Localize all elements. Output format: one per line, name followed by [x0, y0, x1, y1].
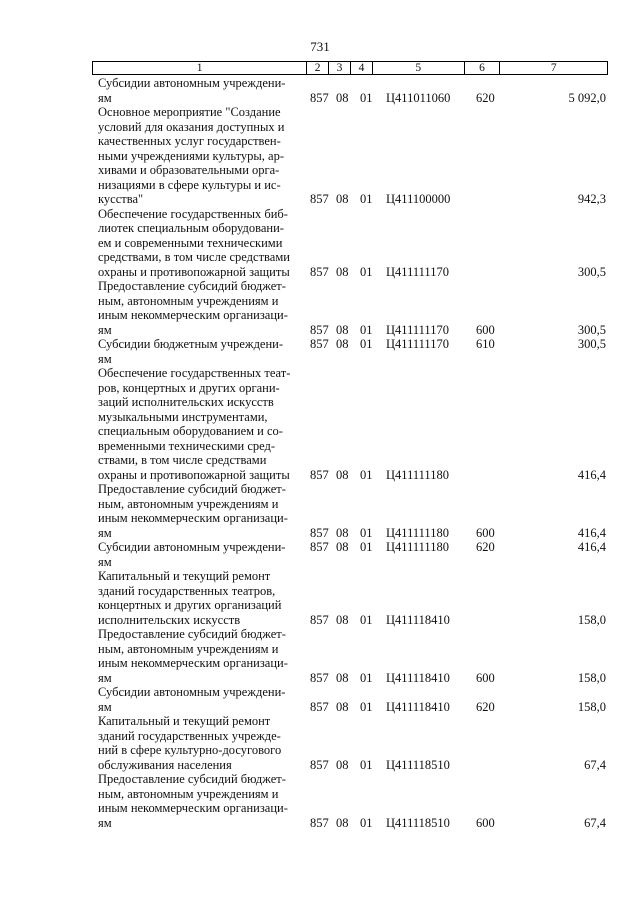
table-header	[92, 61, 608, 75]
amount: 158,0	[577, 612, 606, 627]
ministry-code: 857	[310, 90, 329, 105]
expense-type-code: 600	[476, 322, 495, 337]
target-article-code: Ц411111170	[386, 337, 449, 351]
description-line: ям	[98, 525, 112, 540]
description-line: исполнительских искусств	[98, 612, 241, 627]
subsection-code: 01	[360, 467, 373, 482]
section-code: 08	[336, 757, 349, 772]
ministry-code: 857	[310, 699, 329, 714]
expense-type-code: 610	[476, 337, 495, 351]
description-line: иным некоммерческим организаци-	[98, 511, 288, 525]
subsection-code: 01	[360, 264, 373, 279]
description-line: охраны и противопожарной защиты	[98, 467, 290, 482]
description-line: ям	[98, 351, 112, 366]
table-row	[92, 337, 608, 366]
description-line: Субсидии автономным учреждени-	[98, 76, 286, 90]
description-line: ям	[98, 815, 112, 830]
target-article-code: Ц411118410	[386, 699, 450, 714]
subsection-code: 01	[360, 525, 373, 540]
description-line: временными техническими сред-	[98, 438, 276, 453]
subsection-code: 01	[360, 337, 373, 351]
description-line: ным, автономным учреждениям и	[98, 496, 279, 511]
row-description	[92, 482, 306, 540]
expense-type-code: 600	[476, 670, 495, 685]
description-line: ям	[98, 554, 112, 569]
subsection-code: 01	[360, 90, 373, 105]
description-line: ным, автономным учреждениям и	[98, 641, 279, 656]
header-cell: 1	[196, 62, 203, 74]
row-description	[92, 207, 306, 280]
row-description	[92, 685, 306, 714]
section-code: 08	[336, 90, 349, 105]
expense-type-code: 620	[476, 699, 495, 714]
target-article-code: Ц411111180	[386, 525, 449, 540]
row-description	[92, 366, 306, 482]
ministry-code: 857	[310, 264, 329, 279]
section-code: 08	[336, 322, 349, 337]
ministry-code: 857	[310, 322, 329, 337]
amount: 67,4	[584, 815, 606, 830]
header-cell: 3	[328, 62, 350, 74]
header-cell: 4	[350, 62, 372, 74]
description-line: Предоставление субсидий бюджет-	[98, 627, 286, 641]
subsection-code: 01	[360, 322, 373, 337]
row-description	[92, 76, 306, 105]
row-description	[92, 772, 306, 830]
description-line: Капитальный и текущий ремонт	[98, 714, 271, 728]
description-line: ям	[98, 670, 112, 685]
description-line: качественных услуг государствен-	[98, 134, 281, 148]
table-row	[92, 76, 608, 105]
description-line: специальным оборудованием и со-	[98, 424, 283, 438]
description-line: ствами, в том числе средствами	[98, 453, 267, 467]
table-row	[92, 482, 608, 540]
amount: 416,4	[577, 540, 606, 554]
section-code: 08	[336, 815, 349, 830]
section-code: 08	[336, 525, 349, 540]
target-article-code: Ц411111180	[386, 540, 449, 554]
row-description	[92, 105, 306, 207]
row-description	[92, 279, 306, 337]
row-description	[92, 627, 306, 685]
description-line: охраны и противопожарной защиты	[98, 264, 290, 279]
description-line: концертных и других организаций	[98, 598, 282, 612]
description-line: ям	[98, 90, 112, 105]
amount: 5 092,0	[568, 90, 606, 105]
description-line: условий для оказания доступных и	[98, 119, 285, 134]
ministry-code: 857	[310, 337, 329, 351]
subsection-code: 01	[360, 699, 373, 714]
budget-table	[92, 61, 608, 830]
section-code: 08	[336, 264, 349, 279]
subsection-code: 01	[360, 757, 373, 772]
description-line: Капитальный и текущий ремонт	[98, 569, 271, 583]
expense-type-code: 600	[476, 815, 495, 830]
description-line: ям	[98, 322, 112, 337]
table-body	[92, 76, 608, 830]
target-article-code: Ц411100000	[386, 192, 451, 206]
page-number: 731	[310, 39, 330, 54]
subsection-code: 01	[360, 670, 373, 685]
table-row	[92, 772, 608, 830]
description-line: лиотек специальным оборудовани-	[98, 221, 284, 235]
ministry-code: 857	[310, 192, 329, 206]
target-article-code: Ц411118510	[386, 815, 450, 830]
target-article-code: Ц411111170	[386, 264, 449, 279]
table-row	[92, 540, 608, 569]
description-line: ям	[98, 699, 112, 714]
table-row	[92, 685, 608, 714]
description-line: Субсидии автономным учреждени-	[98, 540, 286, 554]
description-line: средствами, в том числе средствами	[98, 250, 290, 264]
section-code: 08	[336, 540, 349, 554]
amount: 158,0	[577, 670, 606, 685]
table-row	[92, 279, 608, 337]
amount: 300,5	[577, 264, 606, 279]
header-cell: 5	[372, 62, 464, 74]
row-description	[92, 569, 306, 627]
header-cell: 2	[306, 62, 328, 74]
table-row	[92, 569, 608, 627]
description-line: Основное мероприятие "Создание	[98, 105, 281, 119]
target-article-code: Ц411118410	[386, 612, 450, 627]
table-row	[92, 627, 608, 685]
subsection-code: 01	[360, 612, 373, 627]
target-article-code: Ц411118510	[386, 757, 450, 772]
target-article-code: Ц411118410	[386, 670, 450, 685]
row-description	[92, 540, 306, 569]
description-line: кусства"	[98, 192, 144, 206]
target-article-code: Ц411111170	[386, 322, 449, 337]
ministry-code: 857	[310, 540, 329, 554]
amount: 416,4	[577, 525, 606, 540]
description-line: Обеспечение государственных теат-	[98, 366, 291, 380]
description-line: ем и современными техническими	[98, 235, 283, 250]
ministry-code: 857	[310, 612, 329, 627]
description-line: Субсидии автономным учреждени-	[98, 685, 286, 699]
description-line: Обеспечение государственных биб-	[98, 206, 288, 221]
description-line: ным, автономным учреждениям и	[98, 786, 279, 801]
subsection-code: 01	[360, 192, 373, 206]
ministry-code: 857	[310, 815, 329, 830]
section-code: 08	[336, 192, 349, 206]
header-cell: 6	[464, 62, 500, 74]
amount: 942,3	[577, 192, 606, 206]
section-code: 08	[336, 699, 349, 714]
table-row	[92, 105, 608, 207]
amount: 300,5	[577, 337, 606, 351]
description-line: хивами и образовательными орга-	[98, 163, 280, 177]
ministry-code: 857	[310, 467, 329, 482]
subsection-code: 01	[360, 815, 373, 830]
description-line: ний в сфере культурно-досугового	[98, 743, 282, 757]
expense-type-code: 620	[476, 90, 495, 105]
description-line: Предоставление субсидий бюджет-	[98, 482, 286, 496]
amount: 416,4	[577, 467, 606, 482]
description-line: иным некоммерческим организаци-	[98, 308, 288, 322]
description-line: Предоставление субсидий бюджет-	[98, 772, 286, 786]
target-article-code: Ц411111180	[386, 467, 449, 482]
description-line: Предоставление субсидий бюджет-	[98, 279, 286, 293]
description-line: низациями в сфере культуры и ис-	[98, 177, 281, 192]
ministry-code: 857	[310, 757, 329, 772]
amount: 300,5	[577, 322, 606, 337]
description-line: иным некоммерческим организаци-	[98, 656, 288, 670]
table-row	[92, 207, 608, 280]
ministry-code: 857	[310, 525, 329, 540]
description-line: зданий государственных театров,	[98, 583, 276, 598]
description-line: иным некоммерческим организаци-	[98, 801, 288, 815]
expense-type-code: 600	[476, 525, 495, 540]
amount: 158,0	[577, 699, 606, 714]
description-line: музыкальными инструментами,	[98, 409, 268, 424]
description-line: обслуживания населения	[98, 757, 232, 772]
expense-type-code: 620	[476, 540, 495, 554]
description-line: зданий государственных учрежде-	[98, 728, 281, 743]
section-code: 08	[336, 612, 349, 627]
section-code: 08	[336, 467, 349, 482]
row-description	[92, 714, 306, 772]
section-code: 08	[336, 337, 349, 351]
subsection-code: 01	[360, 540, 373, 554]
table-row	[92, 714, 608, 772]
description-line: ным, автономным учреждениям и	[98, 293, 279, 308]
row-description	[92, 337, 306, 366]
description-line: Субсидии бюджетным учреждени-	[98, 337, 284, 351]
description-line: заций исполнительских искусств	[98, 395, 274, 409]
amount: 67,4	[584, 757, 606, 772]
ministry-code: 857	[310, 670, 329, 685]
section-code: 08	[336, 670, 349, 685]
description-line: ными учреждениями культуры, ар-	[98, 148, 285, 163]
header-cell: 7	[499, 62, 607, 74]
description-line: ров, концертных и других органи-	[98, 380, 280, 395]
table-row	[92, 366, 608, 482]
target-article-code: Ц411011060	[386, 90, 451, 105]
